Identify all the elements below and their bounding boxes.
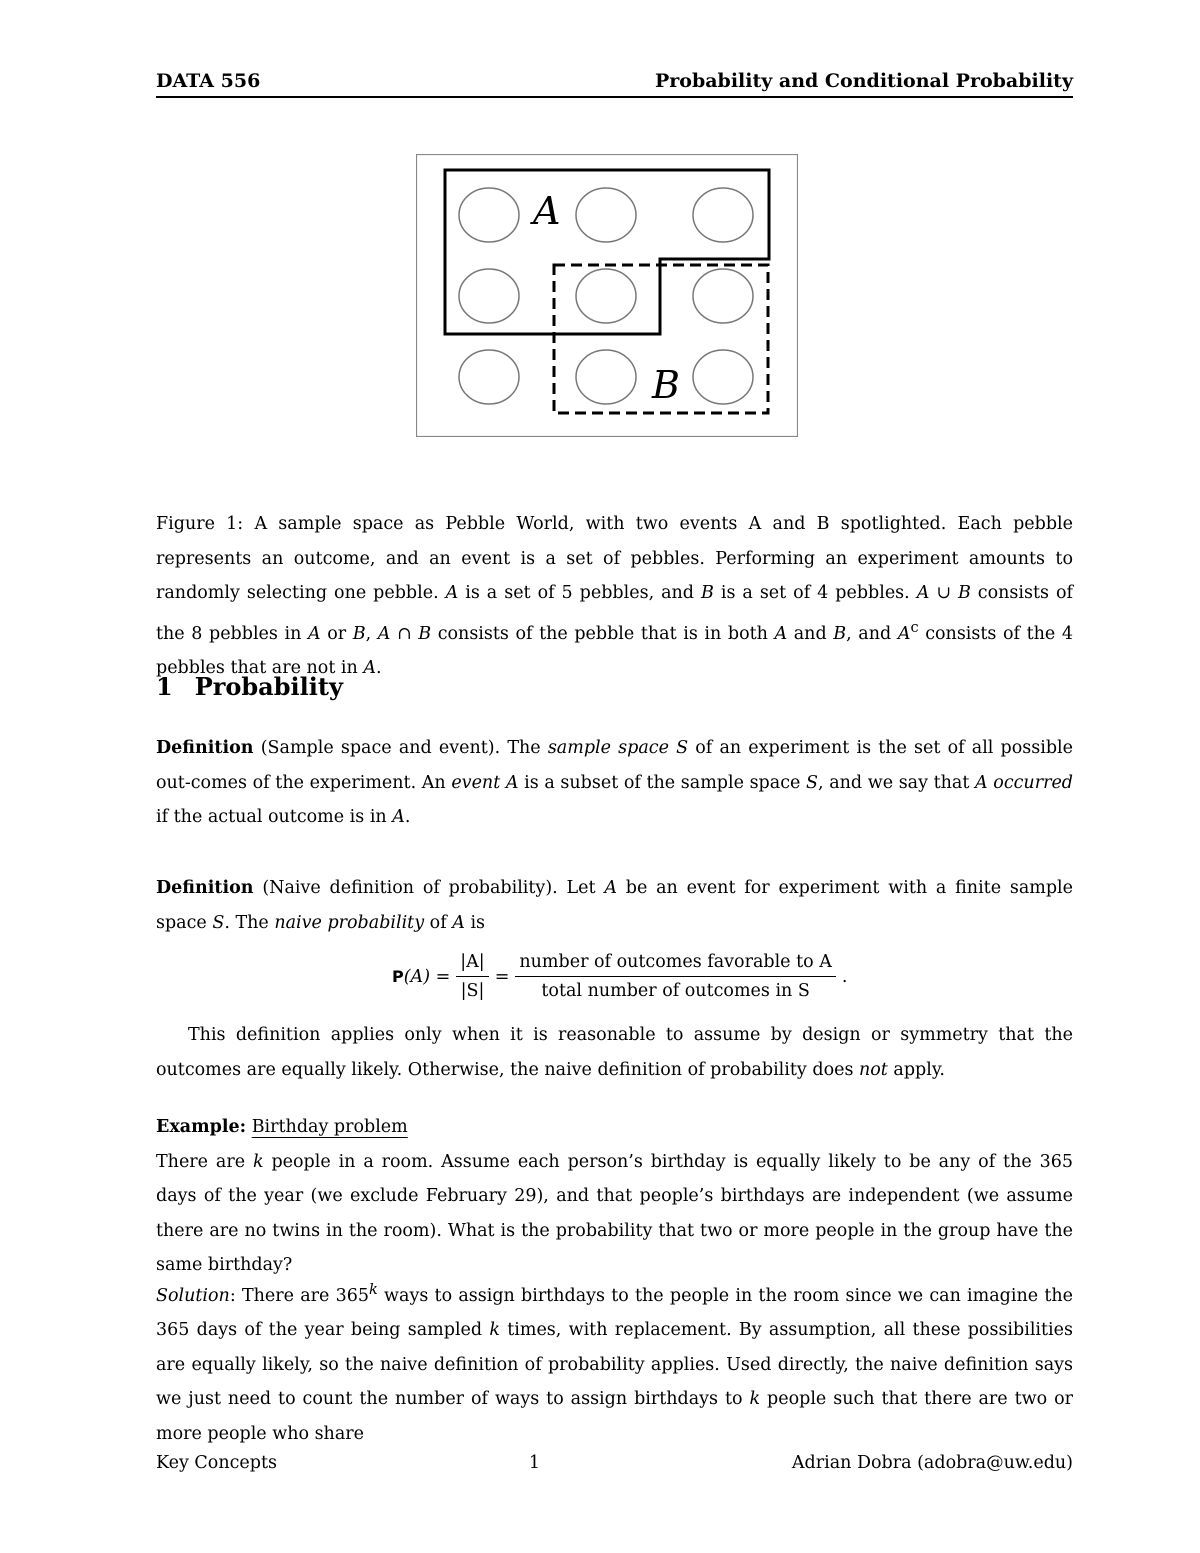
fraction-outcomes: $\frac{\text{number of outcomes favorable to A}}{\text{total number of outcomes in S}}$ xyxy=(515,950,836,1003)
footer-left: Key Concepts xyxy=(156,1453,277,1473)
section-number: 1 xyxy=(156,672,173,701)
page-footer xyxy=(156,1453,1073,1473)
formula-equals: = xyxy=(494,966,510,987)
figure-caption: Figure 1: A sample space as Pebble World, with two events A and B spotlighted. Each pebble represents an outcome, and an event is a set of pebbles. Performing an experiment amounts to randomly selecting one pebble. A is a set of 5 pebbles, and B is a set of 4 pebbles. A ∪ B consists of the 8 pebbles in A or B, A ∩ B consists of the pebble that is in both A and B, and $A^c$ consists of the 4 pebbles that are not in A. xyxy=(156,514,1073,678)
event-a-label: A xyxy=(533,189,561,233)
birthday-example: Example: Birthday problem There are k people in a room. Assume each person’s birthday is equally likely to be any of the 365 days of the year (we exclude February 29), and that people’s birthdays are independent (we assume there are no twins in the room). What is the probability that two or more people in the group have the same birthday? xyxy=(156,1117,1073,1275)
fraction-cardinality: $\frac{|A|}{|S|}$ xyxy=(456,950,488,1003)
page-number: 1 xyxy=(528,1453,541,1473)
course-code: DATA 556 xyxy=(156,70,261,92)
chapter-title: Probability and Conditional Probability xyxy=(654,70,1073,92)
formula-lhs: (A) = xyxy=(403,966,451,987)
naive-probability-formula xyxy=(392,950,847,1003)
definition-sample-space: Definition (Sample space and event). The sample space S of an experiment is the set of all possible out-comes of the experiment. An event A is a subset of the sample space S, and we say that A occurred if the actual outcome is in A. xyxy=(156,738,1074,827)
probability-symbol: P xyxy=(392,967,404,986)
author-contact: Adrian Dobra (adobra@uw.edu) xyxy=(791,1453,1073,1473)
birthday-solution: Solution: There are 365$^k$ ways to assign birthdays to the people in the room since we can imagine the 365 days of the year being sampled k times, with replacement. By assumption, all these possibilities are equally likely, so the naive definition of probability applies. Used directly, the naive definition says we just need to count the number of ways to assign birthdays to k people such that there are two or more people who share xyxy=(156,1281,1073,1444)
applicability-paragraph: This definition applies only when it is reasonable to assume by design or symmetry that the outcomes are equally likely. Otherwise, the naive definition of probability does not apply. xyxy=(156,1025,1073,1080)
solution-label: Solution xyxy=(156,1285,230,1306)
pebble-world-figure xyxy=(416,154,798,437)
definition-naive-probability: Definition (Naive definition of probability). Let A be an event for experiment with a finite sample space S. The naive probability of A is xyxy=(156,878,1074,933)
event-b-label: B xyxy=(652,363,680,407)
example-title: Birthday problem xyxy=(251,1117,408,1137)
formula-period: . xyxy=(841,966,848,987)
section-title: Probability xyxy=(194,672,343,701)
section-heading xyxy=(156,672,343,701)
sample-space-frame xyxy=(417,155,798,437)
pebble-world-diagram xyxy=(416,154,798,437)
running-header xyxy=(156,70,1073,98)
example-label: Example: xyxy=(156,1117,247,1137)
